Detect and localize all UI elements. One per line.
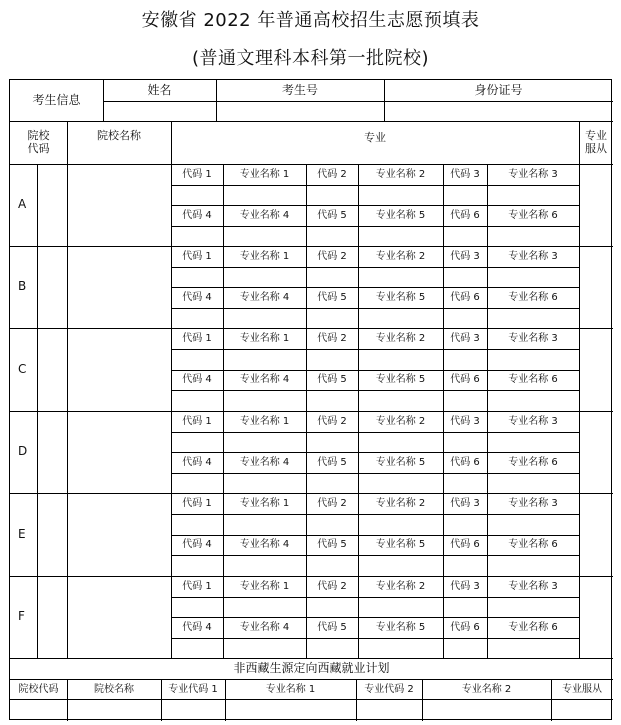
major-name-label-2: 专业名称 2 [375,415,426,427]
obey-header [579,121,613,164]
major-name-label-1: 专业名称 1 [239,415,290,427]
group-d-major-input[interactable] [359,474,443,494]
group-a-major-input[interactable] [307,186,358,206]
major-name-label-3: 专业名称 3 [508,168,558,180]
group-c-major-input[interactable] [359,350,443,370]
group-e-major-input[interactable] [172,515,223,535]
tibet-major-name2-input[interactable] [423,700,551,721]
school-code-header-line-2: 代码 [27,141,50,155]
group-c-major-input[interactable] [224,350,306,370]
major-code-label-2: 代码 2 [317,580,347,592]
major-name-label-1: 专业名称 1 [239,168,290,180]
tibet-major-name2-header: 专业名称 2 [461,683,512,695]
obey-header-line-1: 专业 [585,129,607,143]
group-d-major-input[interactable] [444,474,487,494]
major-name-label-1: 专业名称 1 [239,250,290,262]
application-form-table [9,79,612,720]
group-d-major-input[interactable] [172,474,223,494]
group-f-major-input[interactable] [224,639,306,659]
major-code-label-1: 代码 1 [182,168,212,180]
major-code-label-4: 代码 4 [182,374,212,386]
id-number-input[interactable] [385,102,613,121]
group-b-major-input[interactable] [359,309,443,329]
group-c-major-input[interactable] [172,391,223,411]
name-label: 姓名 [147,82,172,97]
group-e-major-input[interactable] [359,515,443,535]
group-a-major-input[interactable] [172,186,223,206]
major-code-label-4: 代码 4 [182,456,212,468]
group-label-a: A [18,197,27,212]
tibet-major-code1-input[interactable] [162,700,225,721]
group-e-obey-input[interactable] [580,494,613,576]
group-a-major-input[interactable] [359,186,443,206]
group-f-major-input[interactable] [307,598,358,618]
group-a-major-input[interactable] [172,227,223,247]
group-f-major-input[interactable] [444,639,487,659]
major-code-label-5: 代码 5 [317,291,347,303]
major-name-label-4: 专业名称 4 [239,291,290,303]
group-b-major-input[interactable] [488,309,579,329]
major-code-label-6: 代码 6 [450,456,480,468]
group-f-major-input[interactable] [172,598,223,618]
major-name-label-2: 专业名称 2 [375,497,426,509]
major-name-label-6: 专业名称 6 [508,291,558,303]
major-name-label-5: 专业名称 5 [375,456,426,468]
major-code-label-6: 代码 6 [450,539,480,551]
major-code-label-5: 代码 5 [317,209,347,221]
major-name-label-1: 专业名称 1 [239,497,290,509]
group-d-obey-input[interactable] [580,412,613,493]
group-d-major-input[interactable] [488,433,579,453]
group-f-school-code-input[interactable] [38,577,67,658]
group-d-major-input[interactable] [172,433,223,453]
group-c-school-name-input[interactable] [68,329,171,411]
group-a-major-input[interactable] [359,227,443,247]
group-b-major-input[interactable] [172,309,223,329]
major-code-label-3: 代码 3 [450,250,480,262]
major-name-label-2: 专业名称 2 [375,250,426,262]
exam-number-input[interactable] [217,102,384,121]
group-f-major-input[interactable] [359,639,443,659]
group-b-obey-input[interactable] [580,247,613,328]
major-name-label-1: 专业名称 1 [239,332,290,344]
obey-header-line-2: 服从 [585,141,607,155]
major-name-label-6: 专业名称 6 [508,621,558,633]
group-a-major-input[interactable] [444,227,487,247]
group-f-major-input[interactable] [224,598,306,618]
major-code-label-6: 代码 6 [450,209,480,221]
group-b-major-input[interactable] [224,268,306,288]
major-code-label-6: 代码 6 [450,374,480,386]
group-b-major-input[interactable] [444,309,487,329]
major-name-label-2: 专业名称 2 [375,168,426,180]
group-e-major-input[interactable] [172,556,223,576]
major-name-label-3: 专业名称 3 [508,332,558,344]
major-name-label-4: 专业名称 4 [239,209,290,221]
group-f-major-input[interactable] [488,598,579,618]
major-code-label-1: 代码 1 [182,415,212,427]
group-label-c: C [18,361,27,376]
group-f-obey-input[interactable] [580,577,613,658]
major-name-label-2: 专业名称 2 [375,580,426,592]
tibet-school-code-header: 院校代码 [18,683,59,695]
major-name-label-6: 专业名称 6 [508,456,558,468]
group-f-major-input[interactable] [488,639,579,659]
group-b-school-code-input[interactable] [38,247,67,328]
major-code-label-5: 代码 5 [317,456,347,468]
tibet-school-code-input[interactable] [11,700,67,721]
major-code-label-4: 代码 4 [182,291,212,303]
group-c-major-input[interactable] [488,350,579,370]
group-d-major-input[interactable] [307,474,358,494]
group-c-major-input[interactable] [307,391,358,411]
tibet-obey-input[interactable] [552,700,613,721]
major-code-label-6: 代码 6 [450,291,480,303]
group-e-major-input[interactable] [444,556,487,576]
group-e-major-input[interactable] [488,556,579,576]
tibet-major-code2-header: 专业代码 2 [364,683,414,695]
document-title: 安徽省 2022 年普通高校招生志愿预填表 [141,10,480,31]
group-c-major-input[interactable] [488,391,579,411]
major-code-label-2: 代码 2 [317,332,347,344]
school-code-header [10,121,67,164]
tibet-major-code2-input[interactable] [357,700,422,721]
major-code-label-3: 代码 3 [450,168,480,180]
major-code-label-5: 代码 5 [317,374,347,386]
exam-number-label: 考生号 [281,82,318,97]
group-b-school-name-input[interactable] [68,247,171,328]
group-d-major-input[interactable] [488,474,579,494]
group-e-major-input[interactable] [359,556,443,576]
group-f-major-input[interactable] [172,639,223,659]
group-c-major-input[interactable] [307,350,358,370]
group-a-school-code-input[interactable] [38,165,67,246]
major-code-label-3: 代码 3 [450,415,480,427]
group-label-d: D [18,444,28,459]
major-code-label-5: 代码 5 [317,539,347,551]
major-code-label-2: 代码 2 [317,497,347,509]
group-c-obey-input[interactable] [580,329,613,411]
group-e-major-input[interactable] [488,515,579,535]
major-code-label-6: 代码 6 [450,621,480,633]
major-header: 专业 [364,131,386,145]
group-a-major-input[interactable] [488,186,579,206]
group-b-major-input[interactable] [359,268,443,288]
group-c-major-input[interactable] [444,391,487,411]
group-c-major-input[interactable] [359,391,443,411]
group-c-school-code-input[interactable] [38,329,67,411]
major-name-label-3: 专业名称 3 [508,497,558,509]
major-code-label-3: 代码 3 [450,580,480,592]
school-name-header: 院校名称 [97,129,141,143]
major-name-label-6: 专业名称 6 [508,209,558,221]
group-d-major-input[interactable] [307,433,358,453]
group-b-major-input[interactable] [488,268,579,288]
major-name-label-1: 专业名称 1 [239,580,290,592]
tibet-school-name-input[interactable] [68,700,161,721]
major-name-label-3: 专业名称 3 [508,415,558,427]
major-name-label-2: 专业名称 2 [375,332,426,344]
group-e-school-name-input[interactable] [68,494,171,576]
major-code-label-1: 代码 1 [182,497,212,509]
group-c-major-input[interactable] [224,391,306,411]
group-b-major-input[interactable] [224,309,306,329]
group-d-school-name-input[interactable] [68,412,171,493]
major-code-label-4: 代码 4 [182,209,212,221]
major-code-label-4: 代码 4 [182,621,212,633]
major-code-label-3: 代码 3 [450,497,480,509]
group-b-major-input[interactable] [172,268,223,288]
major-name-label-5: 专业名称 5 [375,621,426,633]
major-name-label-3: 专业名称 3 [508,580,558,592]
major-name-label-3: 专业名称 3 [508,250,558,262]
tibet-obey-header: 专业服从 [562,683,602,695]
group-f-major-input[interactable] [307,639,358,659]
group-e-major-input[interactable] [224,556,306,576]
school-code-header-line-1: 院校 [27,129,50,143]
tibet-major-name1-header: 专业名称 1 [265,683,316,695]
group-a-major-input[interactable] [307,227,358,247]
tibet-school-name-header: 院校名称 [94,683,134,695]
group-d-major-input[interactable] [224,474,306,494]
group-a-school-name-input[interactable] [68,165,171,246]
major-code-label-4: 代码 4 [182,539,212,551]
group-d-major-input[interactable] [359,433,443,453]
major-code-label-3: 代码 3 [450,332,480,344]
group-label-f: F [18,609,25,624]
group-d-major-input[interactable] [224,433,306,453]
group-a-major-input[interactable] [224,186,306,206]
group-d-school-code-input[interactable] [38,412,67,493]
group-b-major-input[interactable] [444,268,487,288]
major-name-label-4: 专业名称 4 [239,456,290,468]
major-code-label-1: 代码 1 [182,250,212,262]
group-a-major-input[interactable] [488,227,579,247]
major-code-label-2: 代码 2 [317,250,347,262]
major-name-label-4: 专业名称 4 [239,539,290,551]
major-code-label-5: 代码 5 [317,621,347,633]
tibet-major-name1-input[interactable] [226,700,356,721]
group-e-major-input[interactable] [307,556,358,576]
major-name-label-6: 专业名称 6 [508,539,558,551]
group-e-major-input[interactable] [224,515,306,535]
major-name-label-4: 专业名称 4 [239,621,290,633]
group-d-major-input[interactable] [444,433,487,453]
name-input[interactable] [104,102,216,121]
major-code-label-2: 代码 2 [317,415,347,427]
group-f-major-input[interactable] [359,598,443,618]
group-b-major-input[interactable] [307,268,358,288]
major-name-label-5: 专业名称 5 [375,291,426,303]
group-a-obey-input[interactable] [580,165,613,246]
major-name-label-5: 专业名称 5 [375,374,426,386]
major-code-label-1: 代码 1 [182,332,212,344]
group-a-major-input[interactable] [224,227,306,247]
group-a-major-input[interactable] [444,186,487,206]
tibet-major-code1-header: 专业代码 1 [168,683,218,695]
group-c-major-input[interactable] [444,350,487,370]
student-info-label: 考生信息 [32,92,81,107]
group-e-major-input[interactable] [307,515,358,535]
major-name-label-4: 专业名称 4 [239,374,290,386]
group-c-major-input[interactable] [172,350,223,370]
major-code-label-1: 代码 1 [182,580,212,592]
group-e-major-input[interactable] [444,515,487,535]
group-label-e: E [18,526,26,541]
group-f-school-name-input[interactable] [68,577,171,658]
group-e-school-code-input[interactable] [38,494,67,576]
major-name-label-5: 专业名称 5 [375,209,426,221]
id-number-label: 身份证号 [474,82,523,97]
major-name-label-6: 专业名称 6 [508,374,558,386]
tibet-plan-title: 非西藏生源定向西藏就业计划 [233,660,390,675]
group-f-major-input[interactable] [444,598,487,618]
major-name-label-5: 专业名称 5 [375,539,426,551]
group-b-major-input[interactable] [307,309,358,329]
document-subtitle: (普通文理科本科第一批院校) [191,48,430,69]
major-code-label-2: 代码 2 [317,168,347,180]
group-label-b: B [18,279,27,294]
